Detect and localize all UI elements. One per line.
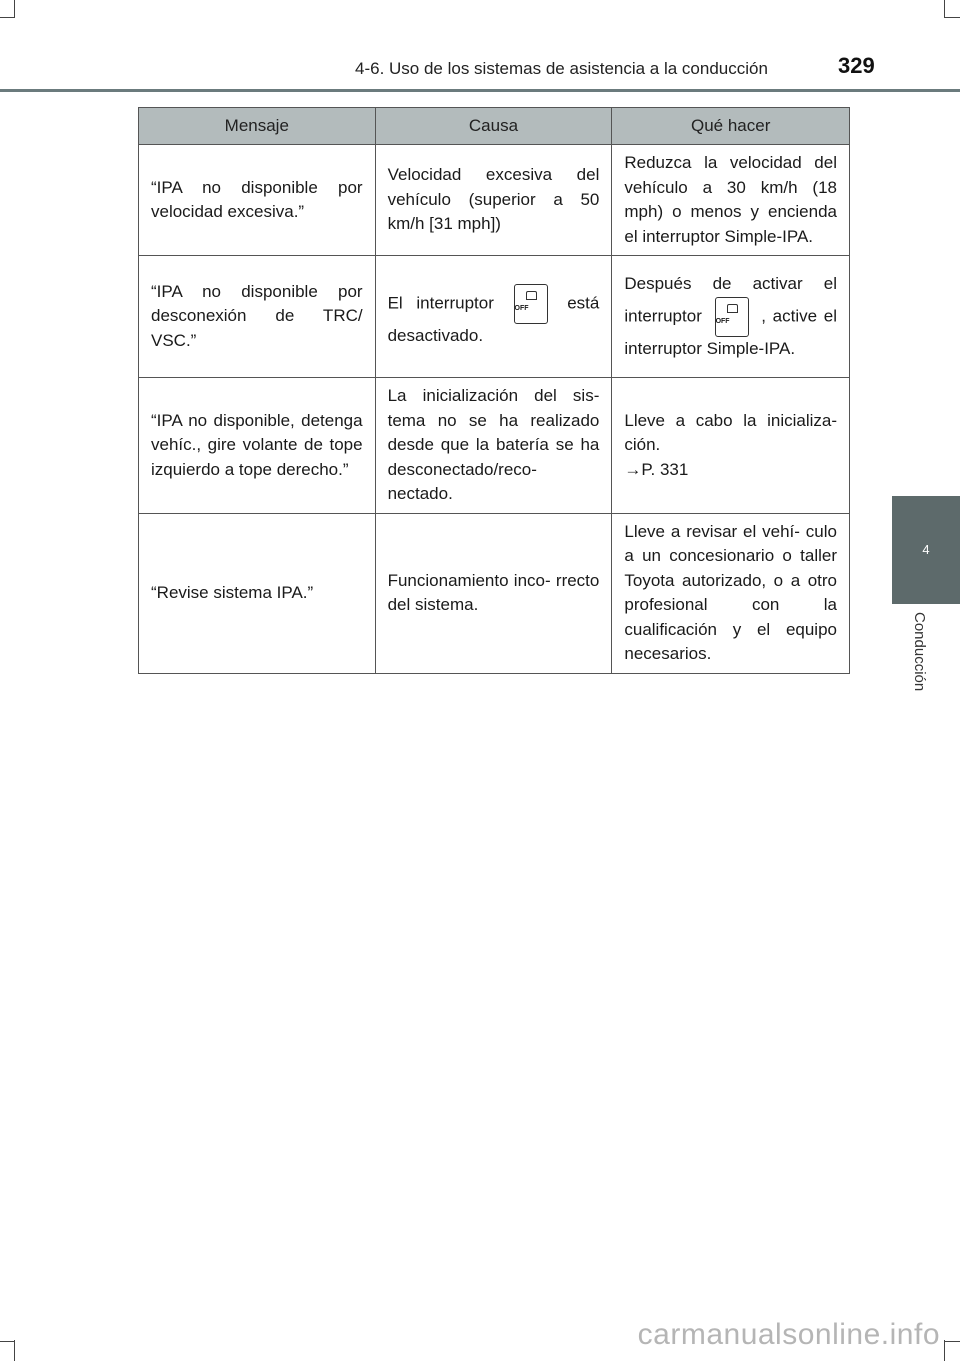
- hacer-text: Lleve a cabo la inicializa- ción.: [624, 410, 837, 454]
- crop-mark: [14, 1340, 15, 1361]
- crop-mark: [0, 1341, 15, 1342]
- cell-causa: Velocidad excesiva del vehículo (superior a 50 km/h [31 mph]): [375, 145, 612, 256]
- table-row: [139, 256, 850, 378]
- off-label: OFF: [514, 305, 529, 313]
- crop-mark: [944, 1341, 960, 1342]
- crop-mark: [0, 17, 15, 18]
- cell-que-hacer: [612, 378, 850, 514]
- cell-mensaje: “IPA no disponible por velocidad excesiva.”: [139, 145, 376, 256]
- cell-que-hacer: Lleve a revisar el vehí- culo a un concesionario o taller Toyota autorizado, o a otro profesional con la cualificación y el equipo necesarios.: [612, 513, 850, 673]
- causa-text-before: El interruptor: [387, 293, 494, 313]
- column-header-causa: Causa: [375, 108, 612, 145]
- vsc-off-switch-icon: [514, 284, 548, 324]
- table-row: [139, 378, 850, 514]
- table-header-row: [139, 108, 850, 145]
- crop-mark: [944, 0, 945, 18]
- page-reference-link[interactable]: →P. 331: [624, 459, 689, 479]
- watermark: carmanualsonline.info: [637, 1318, 940, 1351]
- cell-que-hacer: Reduzca la velocidad del vehículo a 30 km/h (18 mph) o menos y encienda el interruptor Simple-IPA.: [612, 145, 850, 256]
- crop-mark: [944, 1340, 945, 1361]
- page-number: 329: [838, 53, 875, 78]
- chapter-label: [911, 612, 931, 712]
- section-title: 4-6. Uso de los sistemas de asistencia a la conducción: [355, 59, 768, 78]
- off-label: OFF: [715, 317, 730, 325]
- column-header-mensaje: Mensaje: [139, 108, 376, 145]
- crop-mark: [944, 17, 960, 18]
- cell-mensaje: “IPA no disponible, detenga vehíc., gire volante de tope izquierdo a tope derecho.”: [139, 378, 376, 514]
- table-row: [139, 513, 850, 673]
- car-icon: [727, 304, 738, 313]
- crop-mark: [14, 0, 15, 18]
- hacer-text-after: , active el interruptor Simple-IPA.: [624, 305, 838, 358]
- cell-causa: [375, 256, 612, 378]
- hacer-text-before: Después de activar el interruptor: [624, 274, 837, 325]
- chapter-label-text: Conducción: [911, 612, 928, 692]
- chapter-number: 4: [922, 542, 930, 557]
- cell-causa: La inicialización del sis- tema no se ha realizado desde que la batería se ha desconectado/reco- nectado.: [375, 378, 612, 514]
- cell-que-hacer: [612, 256, 850, 378]
- table-row: [139, 145, 850, 256]
- cell-mensaje: “Revise sistema IPA.”: [139, 513, 376, 673]
- ipa-messages-table: [138, 107, 850, 674]
- header-rule: [0, 89, 960, 92]
- causa-text-after: está desactivado.: [387, 293, 600, 346]
- cell-causa: Funcionamiento inco- rrecto del sistema.: [375, 513, 612, 673]
- chapter-tab: [892, 496, 960, 604]
- cell-mensaje: “IPA no disponible por desconexión de TRC/ VSC.”: [139, 256, 376, 378]
- car-icon: [526, 291, 537, 300]
- vsc-off-switch-icon: [715, 297, 749, 337]
- column-header-que-hacer: Qué hacer: [612, 108, 850, 145]
